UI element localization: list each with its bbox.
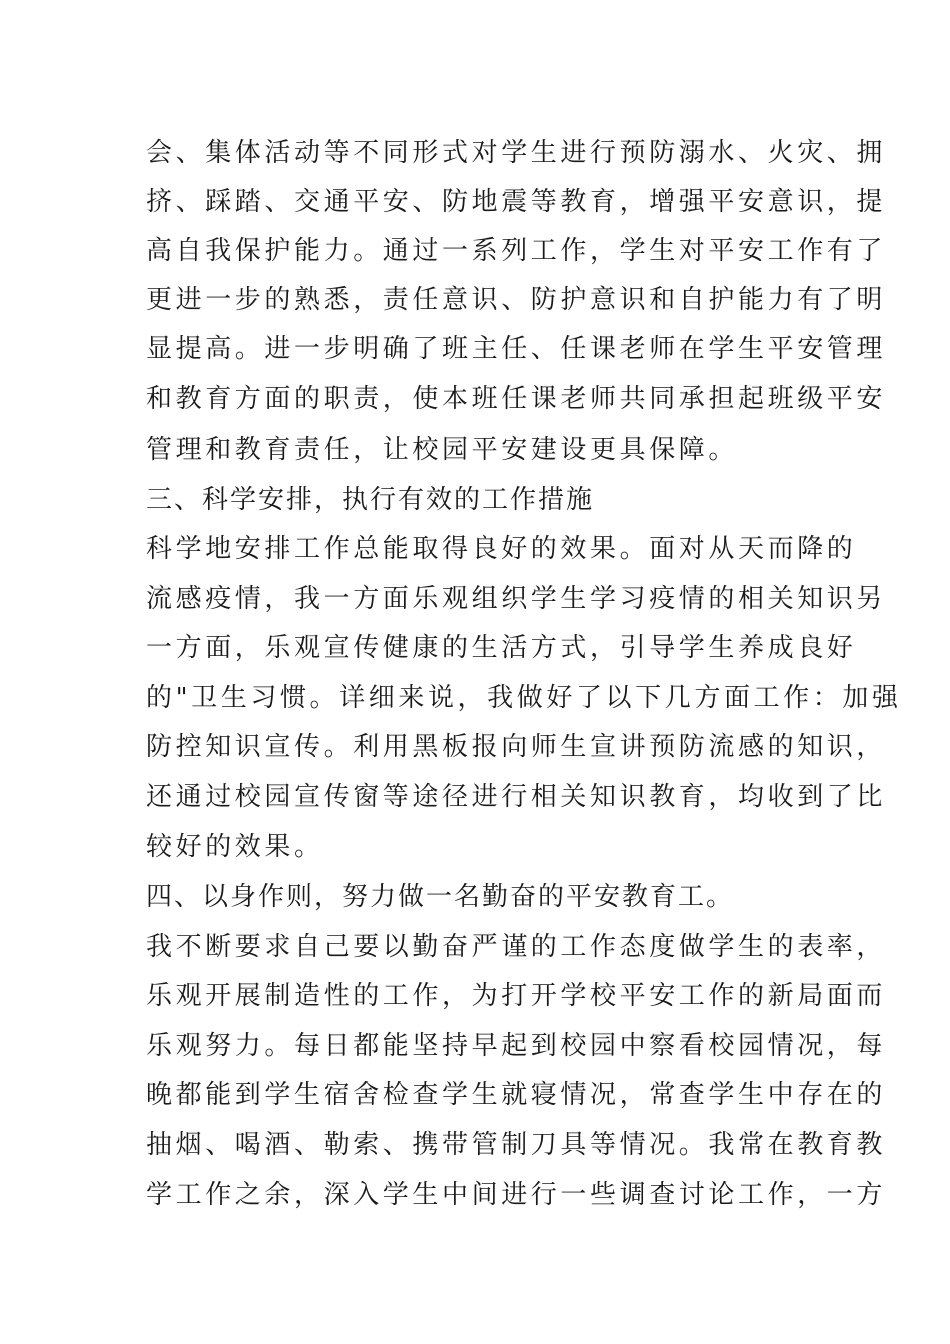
text-line: 显提高。进一步明确了班主任、任课老师在学生平安管理 (146, 334, 887, 364)
text-line: 管理和教育责任，让校园平安建设更具保障。 (146, 435, 739, 465)
text-line: 还通过校园宣传窗等途径进行相关知识教育，均收到了比 (146, 782, 887, 812)
text-line: 流感疫情，我一方面乐观组织学生学习疫情的相关知识另 (146, 584, 887, 614)
text-line: 较好的效果。 (146, 832, 324, 862)
text-line: 我不断要求自己要以勤奋严谨的工作态度做学生的表率， (146, 932, 887, 962)
text-line: 会、集体活动等不同形式对学生进行预防溺水、火灾、拥 (146, 138, 887, 168)
text-line: 抽烟、喝酒、勒索、携带管制刀具等情况。我常在教育教 (146, 1130, 887, 1160)
section-heading: 四、以身作则，努力做一名勤奋的平安教育工。 (146, 882, 735, 912)
section-heading: 三、科学安排，执行有效的工作措施 (146, 485, 595, 515)
text-line: 高自我保护能力。通过一系列工作，学生对平安工作有了 (146, 236, 887, 266)
text-line: 乐观努力。每日都能坚持早起到校园中察看校园情况，每 (146, 1031, 887, 1061)
text-line: 科学地安排工作总能取得良好的效果。面对从天而降的 (146, 534, 857, 564)
text-line: 的"卫生习惯。详细来说，我做好了以下几方面工作：加强 (146, 683, 902, 713)
text-line: 晚都能到学生宿舍检查学生就寝情况，常查学生中存在的 (146, 1080, 887, 1110)
text-line: 防控知识宣传。利用黑板报向师生宣讲预防流感的知识， (146, 732, 887, 762)
text-line: 一方面，乐观宣传健康的生活方式，引导学生养成良好 (146, 633, 857, 663)
text-line: 更进一步的熟悉，责任意识、防护意识和自护能力有了明 (146, 285, 887, 315)
text-line: 挤、踩踏、交通平安、防地震等教育，增强平安意识，提 (146, 187, 887, 217)
text-line: 乐观开展制造性的工作，为打开学校平安工作的新局面而 (146, 981, 887, 1011)
text-line: 学工作之余，深入学生中间进行一些调查讨论工作，一方 (146, 1180, 887, 1210)
text-line: 和教育方面的职责，使本班任课老师共同承担起班级平安 (146, 384, 887, 414)
